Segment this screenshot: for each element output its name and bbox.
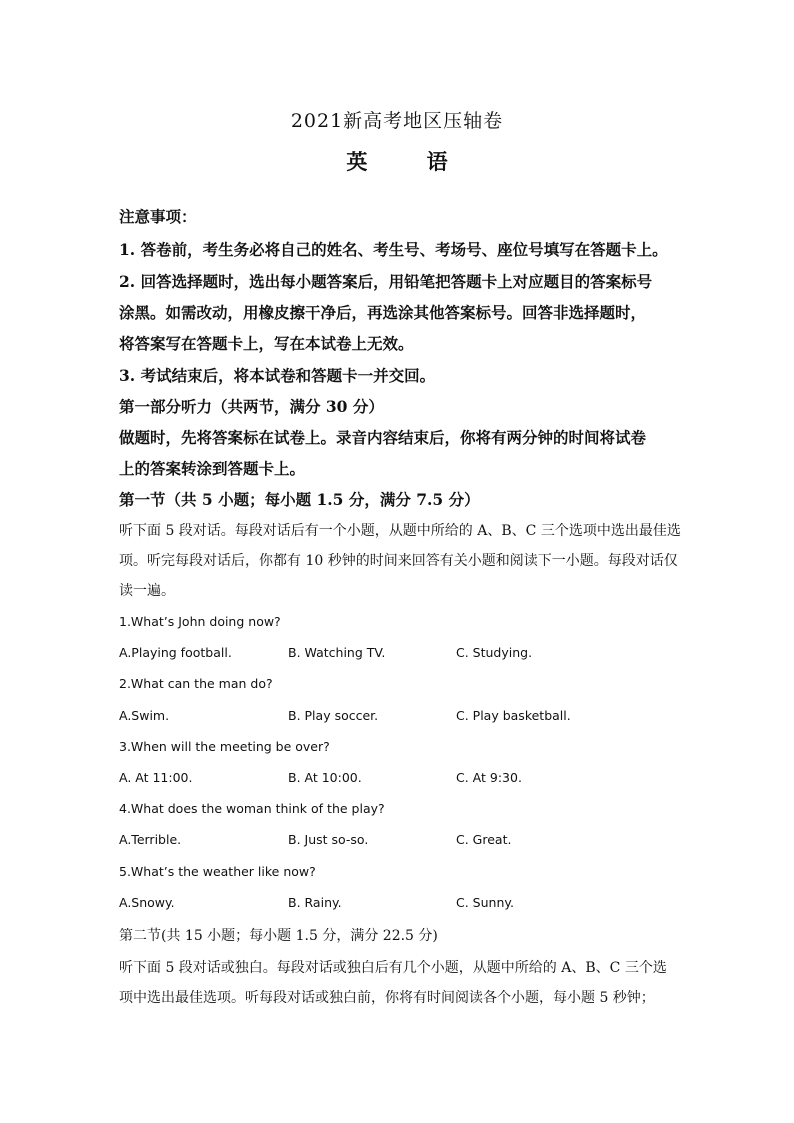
section1-inst-line-2: 项。听完每段对话后，你都有 10 秒钟的时间来回答有关小题和阅读下一小题。每段对话仅 <box>119 553 678 569</box>
question-3-option-b: B. At 10:00. <box>288 770 362 785</box>
section2-inst-line-1: 听下面 5 段对话或独白。每段对话或独白后有几个小题，从题中所给的 A、B、C 三个选 <box>119 960 667 976</box>
notice-item-2-line-3: 将答案写在答题卡上，写在本试卷上无效。 <box>119 334 414 353</box>
question-4: 4.What does the woman think of the play? <box>119 801 385 816</box>
section2-heading: 第二节(共 15 小题；每小题 1.5 分，满分 22.5 分) <box>119 928 438 944</box>
notice-heading: 注意事项： <box>119 207 197 226</box>
notice-item-2-line-2: 涂黑。如需改动，用橡皮擦干净后，再选涂其他答案标号。回答非选择题时， <box>119 303 647 322</box>
section1-heading: 第一节（共 5 小题；每小题 1.5 分，满分 7.5 分） <box>119 490 480 509</box>
question-5-option-a: A.Snowy. <box>119 895 175 910</box>
question-5-option-c: C. Sunny. <box>456 895 514 910</box>
question-2-option-b: B. Play soccer. <box>288 708 379 723</box>
question-4-option-c: C. Great. <box>456 832 512 847</box>
question-1-option-a: A.Playing football. <box>119 645 232 660</box>
question-5: 5.What’s the weather like now? <box>119 864 316 879</box>
question-4-option-a: A.Terrible. <box>119 832 182 847</box>
question-1: 1.What’s John doing now? <box>119 614 281 629</box>
section1-inst-line-3: 读一遍。 <box>119 583 175 599</box>
question-1-option-b: B. Watching TV. <box>288 645 386 660</box>
notice-item-2-line-1: 2. 回答选择题时，选出每小题答案后，用铅笔把答题卡上对应题目的答案标号 <box>119 272 653 291</box>
section2-inst-line-2: 项中选出最佳选项。听每段对话或独白前，你将有时间阅读各个小题，每小题 5 秒钟； <box>119 990 655 1006</box>
part1-desc-line-1: 做题时，先将答案标在试卷上。录音内容结束后，你将有两分钟的时间将试卷 <box>119 428 647 447</box>
question-3-option-a: A. At 11:00. <box>119 770 193 785</box>
question-3-option-c: C. At 9:30. <box>456 770 522 785</box>
part1-desc-line-2: 上的答案转涂到答题卡上。 <box>119 459 306 478</box>
question-1-option-c: C. Studying. <box>456 645 533 660</box>
section1-inst-line-1: 听下面 5 段对话。每段对话后有一个小题，从题中所给的 A、B、C 三个选项中选出最佳选 <box>119 523 681 539</box>
question-2: 2.What can the man do? <box>119 676 273 691</box>
question-4-option-b: B. Just so-so. <box>288 832 369 847</box>
part1-heading: 第一部分听力（共两节，满分 30 分） <box>119 397 384 416</box>
question-5-option-b: B. Rainy. <box>288 895 342 910</box>
question-2-option-c: C. Play basketball. <box>456 708 571 723</box>
subject-title: 英 语 <box>346 149 474 174</box>
notice-item-1: 1. 答卷前，考生务必将自己的姓名、考生号、考场号、座位号填写在答题卡上。 <box>119 240 668 259</box>
notice-item-3: 3. 考试结束后，将本试卷和答题卡一并交回。 <box>119 366 436 385</box>
question-3: 3.When will the meeting be over? <box>119 739 330 754</box>
question-2-option-a: A.Swim. <box>119 708 170 723</box>
exam-title: 2021新高考地区压轴卷 <box>290 110 504 132</box>
